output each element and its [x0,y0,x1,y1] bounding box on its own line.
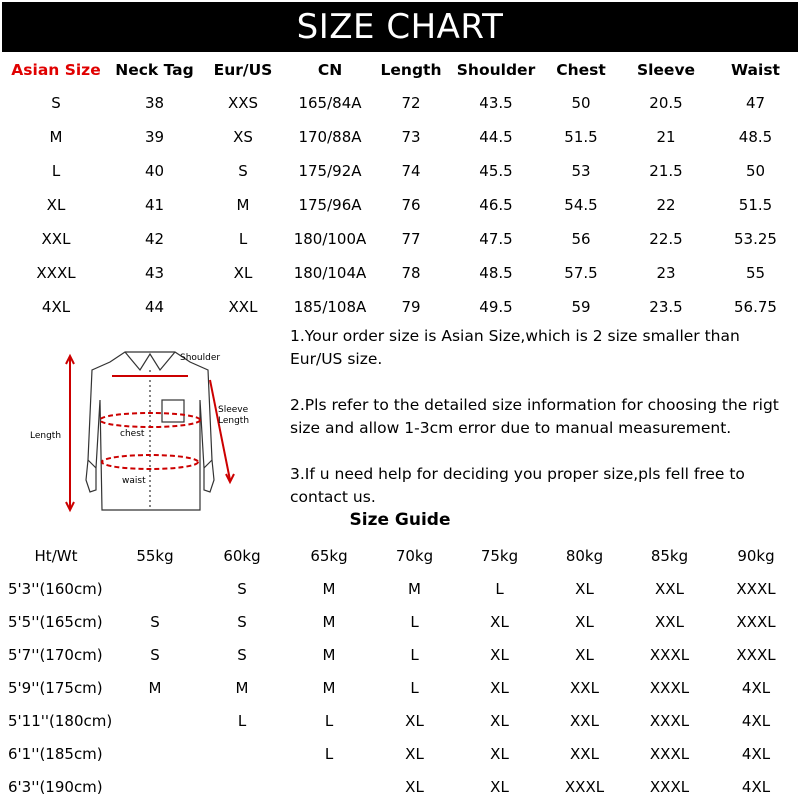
size-row [0,222,800,256]
table-cell [112,572,198,605]
table-cell: XXXL [649,777,690,796]
guide-header-75kg: 75kg [480,547,519,565]
guide-header-85kg: 85kg [650,547,689,565]
table-cell: S [150,612,160,631]
guide-row [0,737,800,770]
title-bar [2,2,798,52]
header-sleeve: Sleeve [636,61,696,79]
table-cell: 53.25 [734,230,777,248]
table-cell: XL [575,579,594,598]
table-cell: XL [405,777,424,796]
guide-row [0,770,800,803]
size-row [0,120,800,154]
table-cell: 44 [144,298,165,316]
table-cell: 22.5 [649,230,683,248]
table-cell: 43.5 [479,94,513,112]
table-cell: S [237,612,247,631]
table-cell: XXXL [736,579,776,598]
table-cell [112,704,198,737]
table-cell: XXXL [649,711,690,730]
table-cell: 59 [571,298,591,316]
guide-header-70kg: 70kg [395,547,434,565]
table-cell: 40 [144,162,165,180]
table-cell: 175/96A [298,196,362,214]
table-cell: 23 [656,264,676,282]
table-cell: L [410,645,419,664]
header-waist: Waist [731,61,780,79]
table-cell: M [236,196,250,214]
note-1: 1.Your order size is Asian Size,which is 2 size smaller than Eur/US size. [290,327,740,368]
guide-header-60kg: 60kg [223,547,261,565]
table-cell: XXXL [649,744,690,763]
size-row-label: 4XL [41,298,71,316]
table-cell: XL [233,264,253,282]
size-guide-table [0,540,800,803]
table-cell: XXS [227,94,259,112]
size-row [0,256,800,290]
table-cell: XL [490,744,509,763]
guide-row-label: 6'3''(190cm) [8,777,103,796]
table-cell: M [408,579,421,598]
table-cell: M [322,579,336,598]
table-cell: XXXL [736,612,776,631]
guide-row-label: 5'11''(180cm) [8,711,113,730]
table-cell: 51.5 [738,196,773,214]
table-cell: XXXL [736,645,776,664]
table-cell: M [322,678,336,697]
header-eur-us: Eur/US [213,61,273,79]
table-cell: XL [490,678,509,697]
table-cell: 165/84A [298,94,362,112]
table-cell: 78 [401,264,421,282]
table-cell: 4XL [741,711,771,730]
table-cell: 185/108A [293,298,367,316]
table-cell: 51.5 [564,128,598,146]
table-cell: L [410,612,419,631]
table-cell [198,770,286,803]
guide-row-label: 5'5''(165cm) [8,612,103,631]
table-cell: XS [233,128,253,146]
size-table-header-row [0,54,800,86]
table-cell: 48.5 [479,264,513,282]
note-2: 2.Pls refer to the detailed size information for choosing the rigt size and allow 1-3cm error due to manual measurement. [290,396,779,437]
header-length: Length [380,61,442,79]
table-cell: L [410,678,419,697]
table-cell: 4XL [741,744,771,763]
table-cell: 22 [656,196,676,214]
guide-row [0,572,800,605]
table-cell: 44.5 [479,128,513,146]
guide-row [0,704,800,737]
table-cell [286,770,372,803]
table-cell: XXXL [649,645,690,664]
guide-row-label: 5'3''(160cm) [8,579,103,598]
size-guide-title: Size Guide [349,510,451,530]
table-cell: 73 [401,128,421,146]
table-cell: L [238,230,248,248]
sleeve-label-line2: Length [218,416,250,426]
table-cell: 56.75 [734,298,777,316]
table-cell: 56 [571,230,591,248]
chest-label: chest [120,429,145,439]
size-row [0,290,800,324]
table-cell: 4XL [741,678,771,697]
table-cell: XL [490,645,509,664]
table-cell: 57.5 [564,264,598,282]
table-cell: 74 [401,162,421,180]
table-cell: 72 [401,94,421,112]
guide-row [0,605,800,638]
table-cell: 170/88A [298,128,362,146]
size-row-label: L [51,162,61,180]
table-cell: XL [490,612,509,631]
shoulder-label: Shoulder [180,353,221,363]
table-cell: 180/104A [293,264,367,282]
size-row-label: XXXL [36,264,76,282]
table-cell: 4XL [741,777,771,796]
table-cell: L [237,711,247,730]
table-cell: 43 [144,264,165,282]
size-row-label: XXL [41,230,71,248]
table-cell: S [238,162,248,180]
table-cell: XXL [228,298,258,316]
table-cell: XXXL [649,678,690,697]
table-cell: S [150,645,160,664]
table-cell: S [237,645,247,664]
guide-header-ht-wt: Ht/Wt [34,547,78,565]
table-cell: 77 [401,230,421,248]
table-cell: 54.5 [564,196,598,214]
table-cell: S [237,579,247,598]
table-cell: M [235,678,249,697]
table-cell: 79 [401,298,421,316]
table-cell [112,770,198,803]
guide-row [0,671,800,704]
guide-header-55kg: 55kg [136,547,174,565]
header-shoulder: Shoulder [456,61,536,79]
table-cell: 49.5 [479,298,513,316]
table-cell: M [322,645,336,664]
size-row-label: M [49,128,63,146]
table-cell: L [324,711,334,730]
guide-row [0,638,800,671]
header-neck-tag: Neck Tag [115,61,194,79]
table-cell: L [495,579,504,598]
table-cell: XXXL [564,777,605,796]
table-cell: 47 [745,94,766,112]
table-cell: 39 [144,128,165,146]
table-cell: 23.5 [649,298,683,316]
table-cell [198,737,286,770]
size-notes [290,325,795,532]
header-chest: Chest [556,61,606,79]
page-title: SIZE CHART [296,7,504,47]
sleeve-label-line1: Sleeve [218,405,249,415]
length-label: Length [30,431,62,441]
table-cell: 41 [144,196,165,214]
table-cell: XXL [570,678,599,697]
note-3: 3.If u need help for deciding you proper size,pls fell free to contact us. [290,465,745,506]
table-cell: 38 [144,94,165,112]
size-row [0,188,800,222]
guide-header-80kg: 80kg [565,547,604,565]
table-cell: M [322,612,336,631]
table-cell: XL [575,612,594,631]
guide-header-90kg: 90kg [737,547,775,565]
table-cell: 21 [656,128,676,146]
table-cell: XXL [655,579,684,598]
table-cell: 21.5 [649,162,683,180]
table-cell: 45.5 [479,162,513,180]
table-cell: 20.5 [649,94,683,112]
table-cell: 50 [571,94,591,112]
table-cell: XXL [570,711,599,730]
table-cell: XXL [655,612,684,631]
table-cell: 48.5 [738,128,773,146]
guide-row-label: 5'7''(170cm) [8,645,103,664]
table-cell: XL [490,777,509,796]
waist-label: waist [122,476,146,486]
table-cell: XL [490,711,509,730]
table-cell: 50 [745,162,766,180]
header-cn: CN [317,61,343,79]
size-row-label: S [51,94,61,112]
table-cell: 53 [571,162,591,180]
table-cell [112,737,198,770]
guide-header-65kg: 65kg [310,547,348,565]
table-cell: XL [405,744,424,763]
size-chart-table [0,54,800,324]
guide-header-row [0,540,800,572]
table-cell: XXL [570,744,599,763]
size-row [0,154,800,188]
header-asian-size: Asian Size [11,61,101,79]
table-cell: 55 [745,264,766,282]
table-cell: 76 [401,196,421,214]
guide-row-label: 6'1''(185cm) [8,744,103,763]
table-cell: 46.5 [479,196,513,214]
shirt-measurement-diagram [30,340,260,520]
guide-row-label: 5'9''(175cm) [8,678,103,697]
table-cell: L [324,744,334,763]
table-cell: 47.5 [479,230,513,248]
table-cell: M [148,678,162,697]
table-cell: 42 [144,230,165,248]
table-cell: 180/100A [293,230,367,248]
table-cell: 175/92A [298,162,362,180]
table-cell: XL [575,645,594,664]
size-row-label: XL [46,196,66,214]
size-row [0,86,800,120]
table-cell: XL [405,711,424,730]
